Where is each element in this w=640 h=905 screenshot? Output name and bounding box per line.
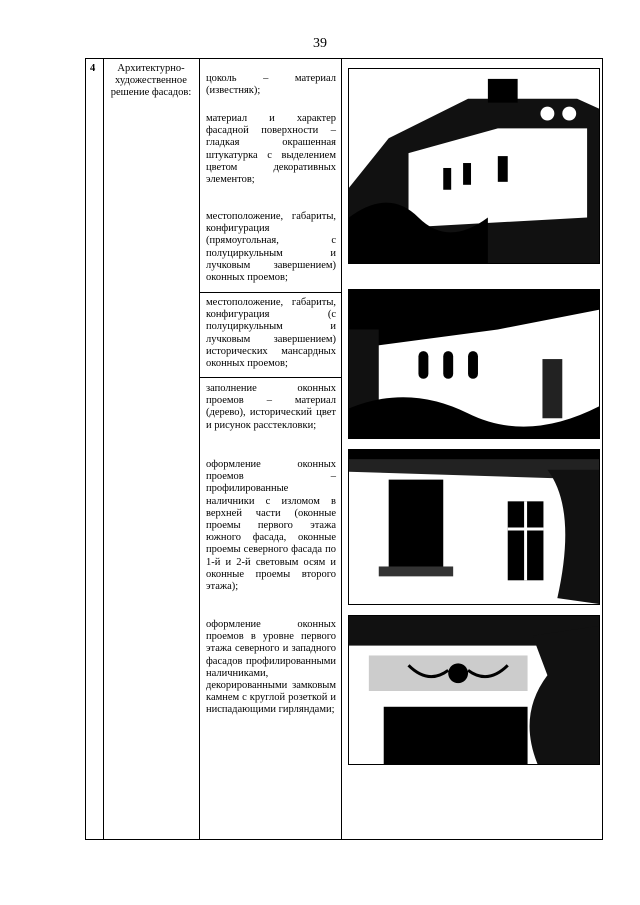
column-divider	[341, 59, 342, 839]
item-surface: материал и характер фасадной поверхности – гладкая окрашенная штукатурка с выделением цветом декоративных элементов;	[206, 113, 336, 186]
item-window-fill: заполнение оконных проемов – материал (дерево), исторический цвет и рисунок расстекловки;	[206, 383, 336, 431]
window-trim-photo	[348, 449, 600, 605]
column-divider	[199, 59, 200, 839]
item-window-trim-first-floor: оформление оконных проемов в уровне первого этажа северного и западного фасадов профилированными наличниками, декорированными замковым камнем с круглой розеткой и ниспадающими гирляндами;	[206, 619, 336, 716]
item-divider	[199, 377, 341, 378]
item-divider	[199, 292, 341, 293]
feature-category: Архитектурно-художественное решение фасадов:	[110, 63, 192, 98]
attic-windows-photo	[348, 289, 600, 439]
page-number: 39	[313, 36, 327, 51]
item-plinth: цоколь – материал (известняк);	[206, 73, 336, 97]
keystone-detail-photo	[348, 615, 600, 765]
item-window-trim: оформление оконных проемов – профилированные наличники с изломом в верхней части (оконные проемы первого этажа южного фасада, оконные проемы северного фасада по 1-й и 2-й световым осям и оконные проемы второго этажа);	[206, 459, 336, 593]
row-number: 4	[90, 63, 96, 74]
column-divider	[103, 59, 104, 839]
item-window-openings: местоположение, габариты, конфигурация (прямоугольная, с полуциркульным и лучковым завершением) оконных проемов;	[206, 211, 336, 284]
features-table	[85, 58, 603, 840]
building-facade-photo	[348, 68, 600, 264]
item-attic-windows: местоположение, габариты, конфигурация (с полуциркульным и лучковым завершением) исторических мансардных оконных проемов;	[206, 297, 336, 370]
